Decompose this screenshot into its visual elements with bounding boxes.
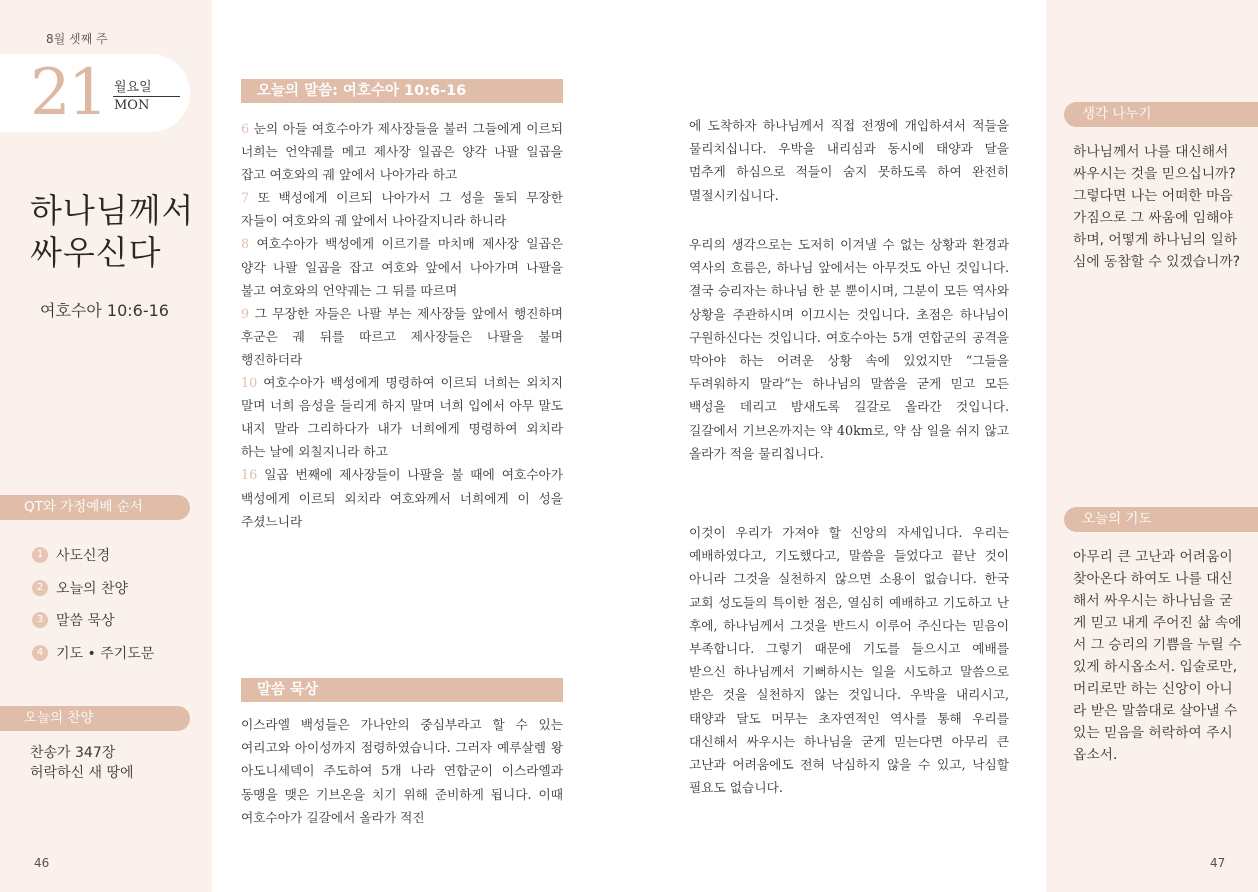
meditation-paragraph-1-continued: 에 도착하자 하나님께서 직접 전쟁에 개입하셔서 적들을 물리치십니다. 우박을 내리심과 동시에 태양과 달을 멈추게 하심으로 적들이 숨지 못하도록 하여 완전히 멸절시키십니다. — [689, 118, 1009, 203]
step-number: 4 — [32, 645, 48, 661]
scripture-reference: 여호수아 10:6-16 — [40, 301, 169, 320]
meditation-paragraph-1: 이스라엘 백성들은 가나안의 중심부라고 할 수 있는 여리고와 아이성까지 점령하였습니다. 그러자 예루살렘 왕 아도니세덱이 주도하여 5개 나라 연합군이 이스라엘과 동맹을 맺은 기브온을 치기 위해 준비하게 됩니다. 이때 여호수아가 길갈에서 올라가 적진 — [241, 717, 563, 825]
think-text: 하나님께서 나를 대신해서 싸우시는 것을 믿으십니까? 그렇다면 나는 어떠한 마음가짐으로 그 싸움에 임해야 하며, 어떻게 하나님의 일하심에 동참할 수 있겠습니까? — [1073, 144, 1241, 270]
date-number: 21 — [30, 56, 106, 130]
verse-number: 9 — [241, 305, 250, 321]
step-label: 사도신경 — [56, 548, 111, 565]
verse-body: 그 무장한 자들은 나팔 부는 제사장들 앞에서 행진하며 후군은 궤 뒤를 따르고 제사장들은 나팔을 불며 행진하더라 — [241, 305, 563, 367]
list-item — [32, 604, 154, 637]
date-weekday-english: MON — [114, 98, 150, 113]
verse-number: 16 — [241, 467, 258, 483]
list-item — [32, 572, 154, 605]
verse-body: 눈의 아들 여호수아가 제사장들을 불러 그들에게 이르되 너희는 언약궤를 메고 제사장 일곱은 양각 나팔 일곱을 잡고 여호와의 궤 앞에서 나아가라 하고 — [241, 121, 563, 183]
verse-number: 6 — [241, 121, 250, 136]
page-title-line-1: 하나님께서 — [30, 191, 195, 230]
order-list — [32, 539, 154, 669]
verse-number: 7 — [241, 190, 250, 206]
verse-body: 또 백성에게 이르되 나아가서 그 성을 돌되 무장한 자들이 여호와의 궤 앞에서 나아갈지니라 하니라 — [241, 190, 563, 229]
list-item — [32, 637, 154, 670]
step-number: 2 — [32, 580, 48, 596]
verse-number: 8 — [241, 236, 250, 252]
list-item — [32, 539, 154, 572]
verse-body: 일곱 번째에 제사장들이 나팔을 불 때에 여호수아가 백성에게 이르되 외치라 여호와께서 너희에게 이 성을 주셨느니라 — [241, 467, 563, 529]
step-label: 말씀 묵상 — [56, 613, 115, 630]
hymn-name: 허락하신 새 땅에 — [30, 765, 134, 781]
step-number: 1 — [32, 547, 48, 563]
prayer-section-title: 오늘의 기도 — [1064, 507, 1258, 532]
hymn-info — [30, 743, 134, 783]
hymn-section-title: 오늘의 찬양 — [0, 706, 190, 731]
hymn-number: 찬송가 347장 — [30, 745, 116, 761]
week-label: 8월 셋째 주 — [46, 32, 108, 46]
order-section-title: QT와 가정예배 순서 — [0, 495, 190, 520]
step-number: 3 — [32, 612, 48, 628]
word-section-title: 오늘의 말씀: 여호수아 10:6-16 — [241, 79, 563, 103]
date-divider — [113, 96, 180, 97]
date-weekday: 월요일 — [114, 80, 152, 95]
verse-body: 여호수아가 백성에게 명령하여 이르되 너희는 외치지 말며 너희 음성을 들리게 하지 말며 너희 입에서 아무 말도 내지 말라 그리하다가 내가 너희에게 명령하여 외치라 하는 날에 외칠지니라 하고 — [241, 375, 563, 460]
page-number-left: 46 — [34, 856, 50, 870]
meditation-paragraph-3: 이것이 우리가 가져야 할 신앙의 자세입니다. 우리는 예배하였다고, 기도했다고, 말씀을 들었다고 끝난 것이 아니라 그것을 실천하지 않으면 소용이 없습니다. 한국 교회 성도들의 특이한 점은, 열심히 예배하고 기도하고 난 후에, 하나님께서 그것을 반드시 이루어 주신다는 믿음이 부족합니다. 그렇기 때문에 기도를 들으시고 예배를 받으신 하나님께서 기뻐하시는 일을 시도하고 말씀으로 받은 것을 실천하지 않는 것입니다. 우박을 내리시고, 태양과 달도 머무는 초자연적인 역사를 통해 우리를 대신해서 싸우시는 하나님을 굳게 믿는다면 아무리 큰 고난과 어려움에도 전혀 낙심하지 않을 수 있고, 낙심할 필요도 없습니다. — [689, 525, 1009, 796]
step-label: 오늘의 찬양 — [56, 580, 129, 597]
verse-number: 10 — [241, 375, 258, 391]
verse-body: 여호수아가 백성에게 이르기를 마치매 제사장 일곱은 양각 나팔 일곱을 잡고 여호와 앞에서 나아가며 나팔을 불고 여호와의 언약궤는 그 뒤를 따르며 — [241, 236, 563, 298]
page-title — [30, 190, 194, 274]
page-title-line-2: 싸우신다 — [30, 233, 162, 272]
verse-text — [241, 117, 563, 533]
step-label: 기도 • 주기도문 — [56, 645, 155, 662]
page-number-right: 47 — [1210, 856, 1226, 870]
meditation-paragraph-2: 우리의 생각으로는 도저히 이겨낼 수 없는 상황과 환경과 역사의 흐름은, 하나님 앞에서는 아무것도 아닌 것입니다. 결국 승리자는 하나님 한 분 뿐이시며, 그분이 모든 역사와 상황을 주관하시며 이끄시는 것입니다. 초점은 하나님이 구원하신다는 것입니다. 여호수아는 5개 연합군의 공격을 막아야 하는 어려운 상황 속에 있었지만 “그들을 두려워하지 말라”는 하나님의 말씀을 굳게 믿고 모든 백성을 데리고 밤새도록 길갈로 올라간 것입니다. 길갈에서 기브온까지는 약 40km로, 약 삼 일을 쉬지 않고 올라가 적을 물리칩니다. — [689, 237, 1009, 461]
think-section-title: 생각 나누기 — [1064, 102, 1258, 127]
meditation-section-title: 말씀 묵상 — [241, 678, 563, 702]
prayer-text: 아무리 큰 고난과 어려움이 찾아온다 하여도 나를 대신해서 싸우시는 하나님을 굳게 믿고 내게 주어진 삶 속에서 그 승리의 기쁨을 누릴 수 있게 하시옵소서. 입술로만, 머리로만 하는 신앙이 아니라 받은 말씀대로 살아낼 수 있는 믿음을 허락하여 주시옵소서. — [1073, 549, 1242, 763]
